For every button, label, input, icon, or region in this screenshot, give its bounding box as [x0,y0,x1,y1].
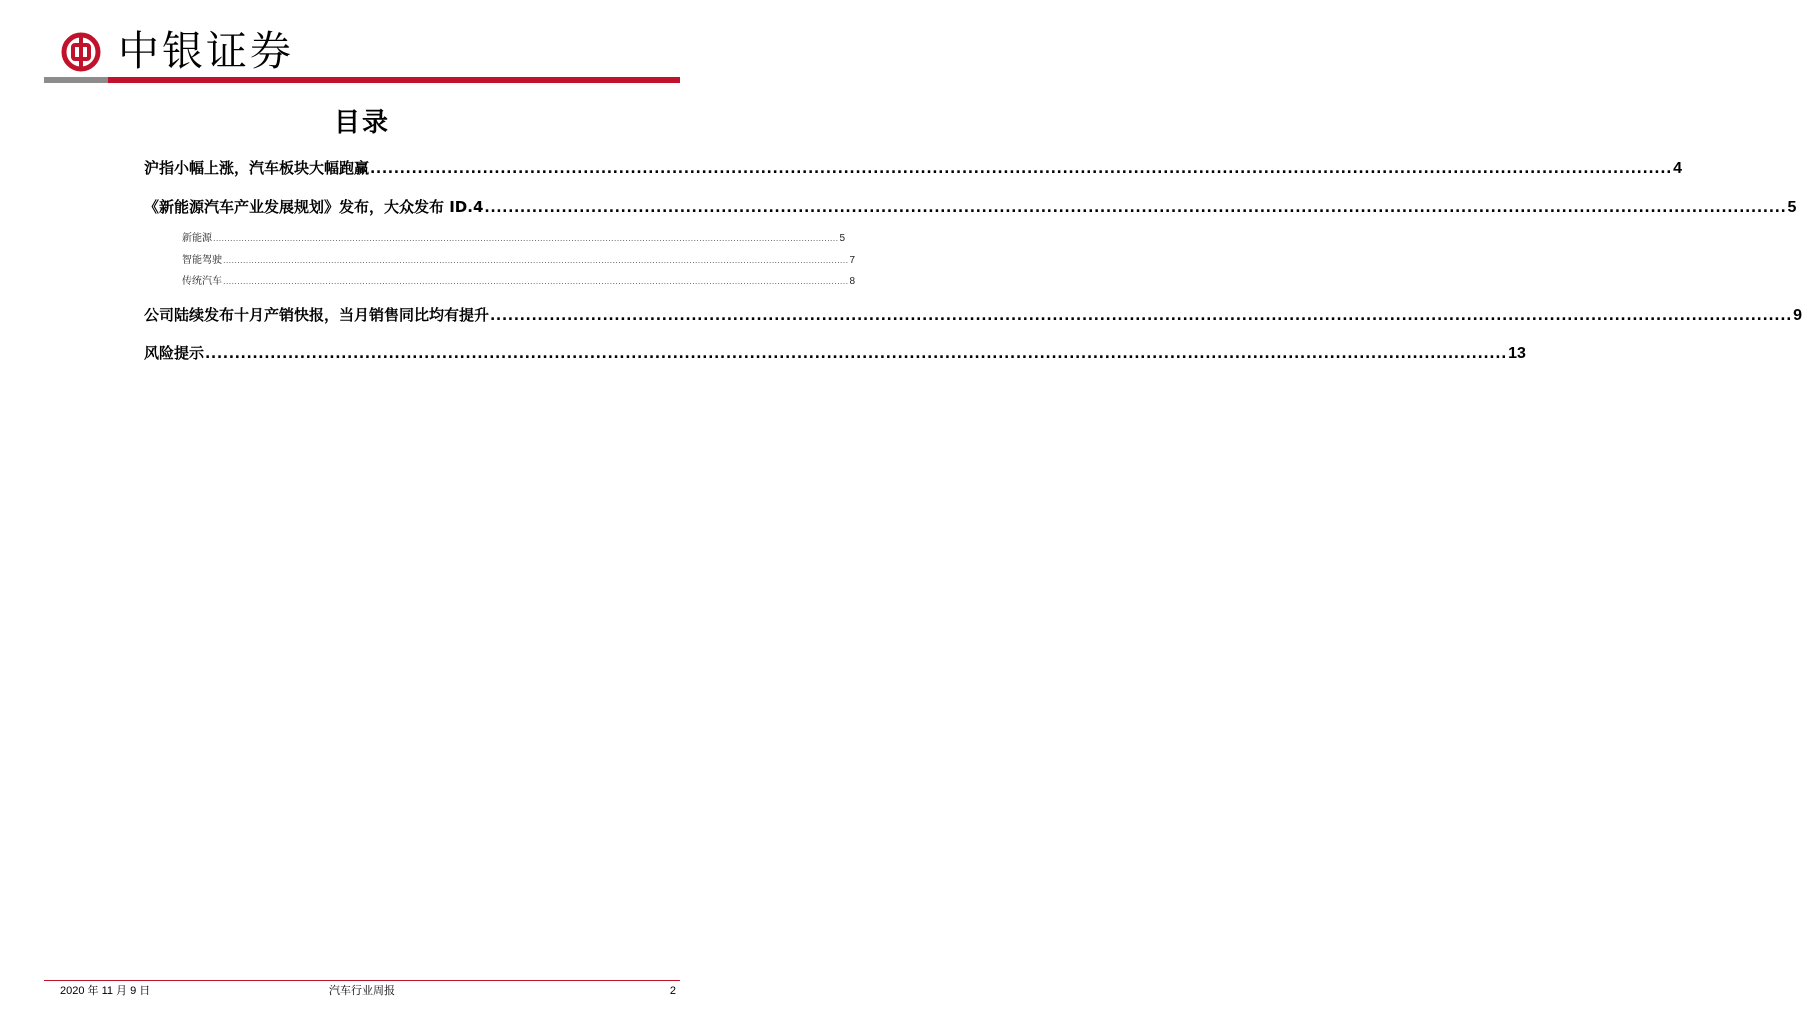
toc-entry-label: 智能驾驶 [182,255,222,266]
toc-leader-dots: ............................................................................................................................................................................................................................ [205,346,1508,362]
footer-page-number: 2 [669,985,676,997]
toc-leader-dots: ............................................................................................................................................................................................................................ [370,161,1673,177]
header-bar-gray [44,77,108,83]
toc-entry-label: 《新能源汽车产业发展规划》发布，大众发布 ID.4 [144,198,484,216]
toc-leader-dots: ............................................................................................................................................................................................................................ [484,200,1787,216]
footer-report-title: 汽车行业周报 [329,985,395,997]
toc-entry-page: 5 [1787,199,1797,216]
toc-leader-dots: ............................................................................................................................................................................................................................ [490,308,1793,324]
toc-entry[interactable] [144,197,1797,217]
toc-subentry[interactable] [182,232,846,246]
toc-entry-page: 5 [839,233,846,244]
toc-entry-label: 风险提示 [144,344,205,362]
brand-name: 中银证券 [118,27,294,75]
bank-of-china-logo-icon [60,31,102,73]
toc-entry-page: 13 [1508,345,1526,362]
toc-entry-page: 7 [849,255,856,266]
toc-entry-label: 传统汽车 [182,276,222,287]
toc-subentry[interactable] [182,275,856,289]
toc-title: 目录 [333,108,390,138]
toc-entry-page: 8 [849,276,856,287]
footer-divider [44,980,680,981]
toc-entry[interactable] [144,343,1526,363]
toc-entry-label: 沪指小幅上涨，汽车板块大幅跑赢 [144,159,370,177]
header-bar-red [108,77,680,83]
toc-entry[interactable] [144,305,1802,325]
toc-entry-page: 9 [1793,307,1802,324]
toc-leader-dots: ............................................................................................................................................................................................................................ [223,256,849,265]
toc-entry-page: 4 [1673,160,1682,177]
toc-leader-dots: ............................................................................................................................................................................................................................ [223,277,849,286]
toc-leader-dots: ............................................................................................................................................................................................................................ [213,234,839,243]
toc-subentry[interactable] [182,254,856,268]
toc-entry-label: 公司陆续发布十月产销快报，当月销售同比均有提升 [144,306,490,324]
toc-entry[interactable] [144,158,1682,178]
toc-entry-label: 新能源 [182,233,212,244]
footer-date: 2020 年 11 月 9 日 [60,985,151,997]
